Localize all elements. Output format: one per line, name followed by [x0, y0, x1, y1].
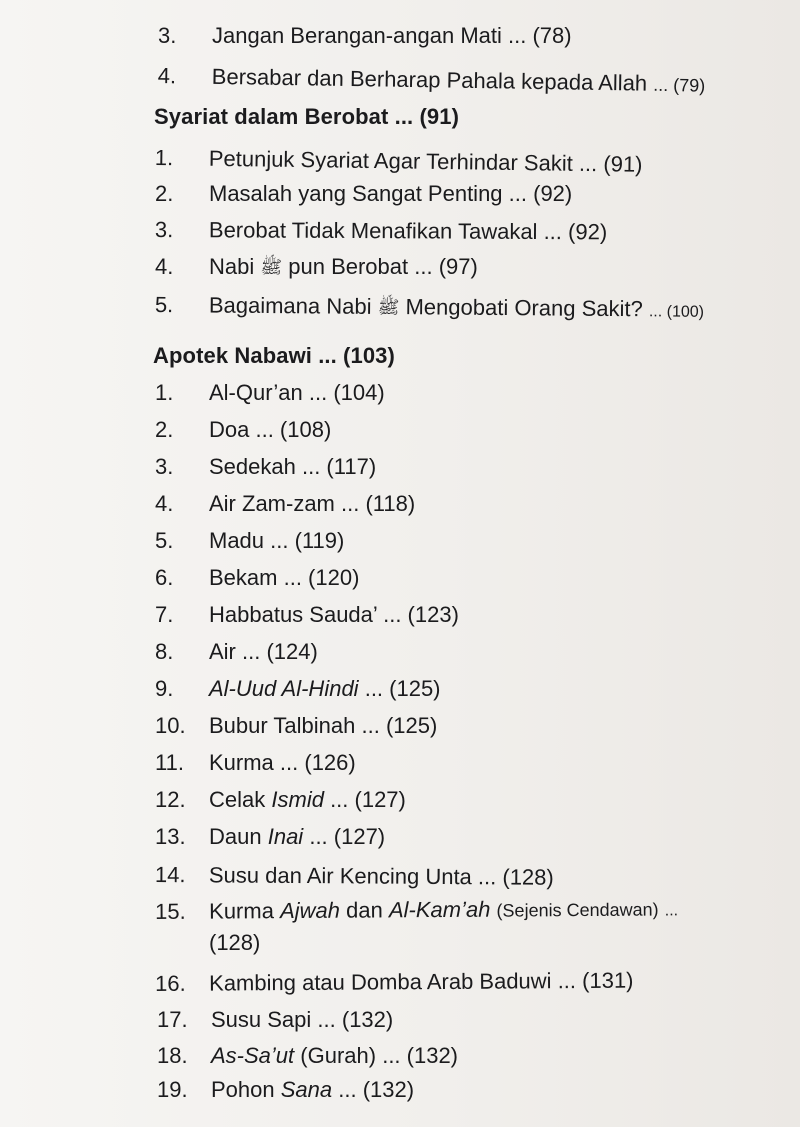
entry-title: Al-Kam’ah: [388, 896, 491, 923]
entry-number: 15.: [155, 898, 186, 924]
entry-title: Bersabar dan Berharap Pahala kepada Allah: [211, 63, 648, 96]
entry-title: pun Berobat: [288, 254, 409, 279]
salawat-symbol: ﷺ: [260, 257, 283, 278]
entry-number: 6.: [155, 565, 174, 590]
entry-page: ... (132): [338, 1077, 415, 1102]
entry-number: 13.: [155, 824, 186, 849]
entry-number: 11.: [155, 750, 184, 775]
entry-title: Kambing atau Domba Arab Baduwi: [209, 968, 552, 996]
entry-page: ... (120): [283, 565, 360, 590]
entry-title: Susu dan Air Kencing Unta: [208, 862, 472, 890]
entry-page: ... (78): [508, 23, 572, 48]
entry-title: Pohon: [211, 1077, 275, 1102]
entry-page: ... (126): [279, 750, 356, 775]
entry-number: 14.: [154, 862, 186, 888]
entry-title: Al-Uud Al-Hindi: [209, 676, 359, 701]
entry-title: Sedekah: [209, 454, 296, 479]
entry-title: Inai: [267, 824, 304, 849]
entry-title: Air: [209, 639, 236, 664]
entry-number: 1.: [155, 380, 174, 405]
entry-title: As-Sa’ut: [211, 1043, 295, 1068]
entry-number: 17.: [157, 1007, 188, 1032]
entry-number: 4.: [155, 491, 174, 516]
entry-page: ... (119): [270, 528, 345, 553]
entry-page: (128): [209, 930, 261, 955]
entry-page: ... (123): [383, 602, 459, 627]
entry-number: 2.: [155, 181, 174, 206]
entry-number: 5.: [154, 291, 174, 318]
entry-title: Susu Sapi: [211, 1007, 312, 1032]
entry-number: 4.: [155, 254, 174, 279]
entry-page: ... (79): [653, 74, 706, 96]
entry-title: Petunjuk Syariat Agar Terhindar Sakit: [208, 145, 573, 176]
entry-page: ... (127): [330, 787, 406, 812]
entry-title: Mengobati Orang Sakit?: [405, 294, 643, 322]
entry-page: ... (91): [578, 150, 643, 177]
entry-page: ... (104): [308, 380, 385, 405]
entry-number: 18.: [157, 1043, 188, 1068]
entry-page: ... (117): [301, 454, 377, 479]
entry-page: ... (132): [317, 1007, 394, 1032]
entry-title: Ismid: [271, 787, 324, 812]
entry-page: ... (118): [341, 491, 416, 516]
section-heading: Apotek Nabawi ... (103): [153, 343, 395, 368]
entry-title: Celak: [209, 787, 266, 812]
entry-title: Air Zam-zam: [209, 491, 335, 516]
entry-title: dan: [345, 897, 383, 923]
entry-number: 3.: [154, 216, 174, 243]
entry-number: 3.: [158, 23, 177, 48]
entry-page: ... (132): [382, 1043, 459, 1068]
entry-title: Ajwah: [279, 897, 341, 924]
entry-page: ... (125): [361, 713, 438, 738]
entry-page: ... (97): [414, 254, 478, 279]
entry-title: Doa: [209, 417, 250, 442]
entry-page: ...: [664, 902, 679, 920]
entry-number: 10.: [155, 713, 186, 738]
entry-title: Bubur Talbinah: [209, 713, 356, 738]
entry-page: ... (124): [242, 639, 318, 664]
entry-page: ... (92): [508, 181, 573, 206]
entry-title: Berobat Tidak Menafikan Tawakal: [208, 217, 538, 245]
entry-page: ... (131): [557, 967, 634, 994]
entry-number: 5.: [155, 528, 174, 553]
entry-number: 16.: [155, 970, 186, 996]
entry-number: 19.: [157, 1077, 188, 1102]
entry-number: 2.: [155, 417, 174, 442]
entry-page: ... (128): [477, 864, 554, 890]
entry-number: 4.: [157, 62, 177, 89]
entry-number: 1.: [154, 144, 174, 171]
entry-title: Al-Qur’an: [209, 380, 303, 405]
entry-title: Bagaimana Nabi: [208, 292, 372, 319]
entry-page: ... (100): [648, 303, 705, 321]
entry-title: Masalah yang Sangat Penting: [209, 181, 503, 206]
toc-entry-continuation: [209, 929, 260, 957]
salawat-symbol: ﷺ: [377, 296, 400, 319]
entry-page: ... (92): [543, 219, 608, 245]
entry-title: Nabi: [209, 254, 255, 279]
entry-page: ... (125): [364, 676, 441, 701]
entry-number: 12.: [155, 787, 186, 812]
entry-title: Madu: [209, 528, 265, 553]
entry-title: Habbatus Sauda’: [209, 602, 377, 627]
entry-number: 8.: [155, 639, 174, 664]
entry-title: Kurma: [209, 750, 274, 775]
section-heading: Syariat dalam Berobat ... (91): [154, 104, 459, 129]
entry-page: ... (127): [309, 824, 386, 849]
entry-title: (Gurah): [300, 1043, 377, 1068]
entry-number: 3.: [155, 454, 174, 479]
entry-title: Kurma: [209, 898, 274, 924]
entry-title: Jangan Berangan-angan Mati: [212, 23, 502, 48]
entry-subtitle: (Sejenis Cendawan): [496, 899, 659, 921]
entry-page: ... (108): [255, 417, 332, 442]
entry-title: Daun: [209, 824, 262, 849]
entry-number: 9.: [155, 676, 174, 701]
entry-title: Bekam: [209, 565, 278, 590]
entry-number: 7.: [155, 602, 174, 627]
entry-title: Sana: [280, 1077, 333, 1102]
